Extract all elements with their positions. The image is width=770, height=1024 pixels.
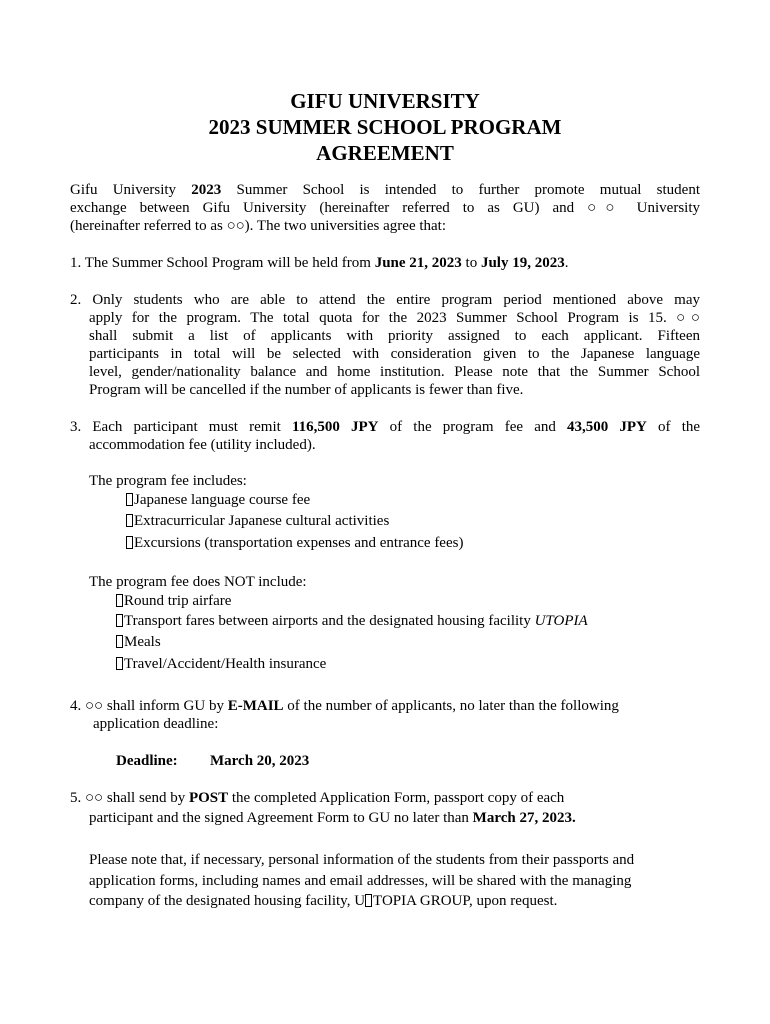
intro-line-1: Gifu University 2023 Summer School is intended to further promote mutual student — [70, 182, 701, 198]
item-3-line-2: accommodation fee (utility included). — [89, 437, 316, 453]
excludes-heading: The program fee does NOT include: — [89, 574, 307, 590]
item-4-line-1: 4. ○○ shall inform GU by E-MAIL of the number of applicants, no later than the following — [70, 698, 619, 714]
agreement-title: AGREEMENT — [316, 141, 454, 165]
privacy-note-line-1: Please note that, if necessary, personal information of the students from their passports and — [89, 852, 635, 868]
item-4-line-2: application deadline: — [93, 716, 219, 732]
checkbox-icon — [116, 614, 123, 627]
intro-line-3: (hereinafter referred to as ○○). The two universities agree that: — [70, 218, 447, 234]
missing-glyph-icon — [365, 894, 372, 907]
item-2-line-1: 2. Only students who are able to attend the entire program period mentioned above may — [70, 292, 700, 308]
item-2-line-5: level, gender/nationality balance and home institution. Please note that the Summer School — [89, 364, 700, 380]
checkbox-icon — [116, 635, 123, 648]
includes-item: Excursions (transportation expenses and entrance fees) — [126, 534, 463, 552]
item-2-line-3: shall submit a list of applicants with priority assigned to each applicant. Fifteen — [89, 328, 700, 344]
includes-item: Japanese language course fee — [126, 491, 310, 509]
excludes-item: Travel/Accident/Health insurance — [116, 655, 326, 673]
includes-item: Extracurricular Japanese cultural activities — [126, 512, 389, 530]
item-2-line-6: Program will be cancelled if the number of applicants is fewer than five. — [89, 382, 524, 398]
intro-line-2: exchange between Gifu University (hereinafter referred to as GU) and ○○ University — [70, 200, 700, 216]
item-5-line-1: 5. ○○ shall send by POST the completed Application Form, passport copy of each — [70, 790, 565, 806]
privacy-note-line-2: application forms, including names and email addresses, will be shared with the managing — [89, 873, 632, 889]
deadline-date: March 20, 2023 — [210, 753, 310, 769]
university-title: GIFU UNIVERSITY — [290, 89, 480, 113]
checkbox-icon — [126, 536, 133, 549]
item-2-line-2: apply for the program. The total quota for the 2023 Summer School Program is 15. ○○ — [89, 310, 700, 326]
checkbox-icon — [126, 493, 133, 506]
excludes-item: Transport fares between airports and the designated housing facility UTOPIA — [116, 612, 588, 630]
deadline-label: Deadline: — [116, 753, 178, 769]
item-2-line-4: participants in total will be selected with consideration given to the Japanese language — [89, 346, 700, 362]
privacy-note-line-3: company of the designated housing facility, U TOPIA GROUP, upon request. — [89, 893, 558, 909]
checkbox-icon — [116, 657, 123, 670]
item-3-fees: 3. Each participant must remit 116,500 JPY of the program fee and 43,500 JPY of the — [70, 419, 701, 435]
item-5-line-2: participant and the signed Agreement Form to GU no later than March 27, 2023. — [89, 810, 576, 826]
excludes-item: Meals — [116, 633, 161, 651]
checkbox-icon — [126, 514, 133, 527]
checkbox-icon — [116, 594, 123, 607]
program-title: 2023 SUMMER SCHOOL PROGRAM — [208, 115, 562, 139]
includes-heading: The program fee includes: — [89, 473, 247, 489]
item-1-program-dates: 1. The Summer School Program will be held from June 21, 2023 to July 19, 2023. — [70, 255, 569, 271]
excludes-item: Round trip airfare — [116, 592, 231, 610]
